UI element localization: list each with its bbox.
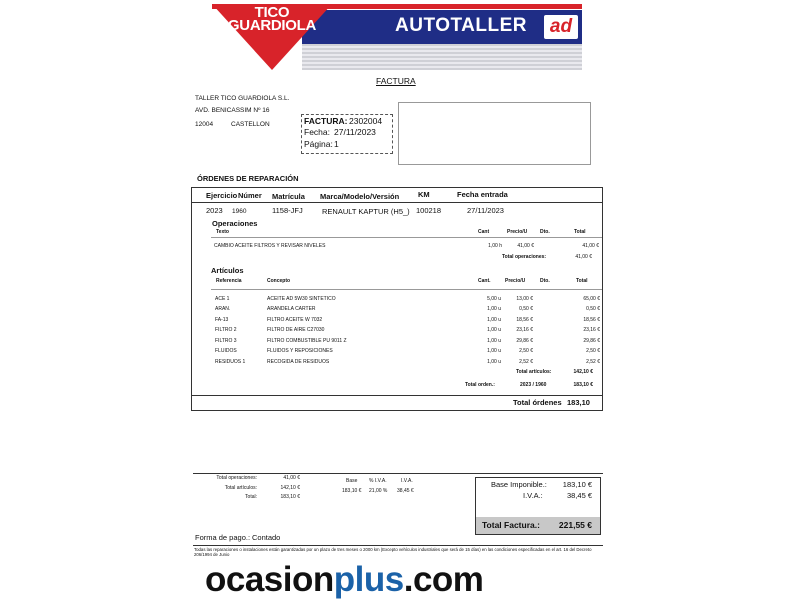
invoice-date: 27/11/2023 [334, 127, 376, 137]
op-total: 41,00 € [582, 243, 599, 249]
total-ordenes-value: 183,10 [567, 398, 590, 407]
art-header-precio: Precio/U [505, 278, 526, 284]
op-header-rule [211, 237, 602, 238]
art-concepto: FLUIDOS Y REPOSICIONES [267, 348, 333, 354]
art-ref: RESIDUOS 1 [215, 359, 246, 365]
art-total: 2,52 € [586, 359, 600, 365]
header-marca: Marca/Modelo/Versión [320, 192, 400, 201]
art-ref: ACE 1 [215, 296, 230, 302]
art-precio: 18,56 € [516, 317, 533, 323]
brand-name: TICO GUARDIOLA [227, 4, 317, 34]
art-ref: FILTRO 3 [215, 338, 237, 344]
tax-iva-value: 38,45 € [397, 488, 414, 494]
sum-arts-value: 142,10 € [280, 485, 300, 491]
final-iva-value: 38,45 € [566, 491, 592, 500]
header-km: KM [418, 190, 430, 199]
sum-total-value: 183,10 € [280, 494, 300, 500]
op-header-cant: Cant [478, 229, 490, 235]
final-iva-label: I.V.A.: [523, 491, 543, 500]
art-ref: FLUIDOS [215, 348, 237, 354]
header-fecha: Fecha entrada [457, 190, 508, 199]
final-base-value: 183,10 € [562, 480, 592, 489]
art-precio: 2,52 € [519, 359, 533, 365]
order-total-value: 183,10 € [573, 382, 593, 388]
tax-pct-value: 21,00 % [369, 488, 388, 494]
order-total-label: Total orden.: [465, 382, 495, 388]
invoice-date-label: Fecha: [304, 127, 330, 137]
summary-top-rule [193, 473, 603, 474]
op-header-precio: Precio/U [507, 229, 528, 235]
order-ejercicio: 2023 [206, 206, 223, 215]
company-name: TALLER TICO GUARDIOLA S.L. [195, 95, 290, 102]
art-header-concepto: Concepto [267, 278, 291, 284]
art-header-cant: Cant. [478, 278, 491, 284]
art-header-ref: Referencia [216, 278, 242, 284]
invoice-number: 2302004 [349, 116, 383, 126]
art-cant: 1,00 u [487, 306, 501, 312]
op-total-label: Total operaciones: [502, 254, 547, 260]
order-km: 100218 [416, 206, 442, 215]
art-total: 29,86 € [583, 338, 600, 344]
art-precio: 29,86 € [516, 338, 533, 344]
final-base-label: Base Imponible.: [491, 480, 547, 489]
section-title: ÓRDENES DE REPARACIÓN [197, 174, 299, 183]
op-texto: CAMBIO ACEITE FILTROS Y REVISAR NIVELES [214, 243, 326, 249]
art-cant: 1,00 u [487, 327, 501, 333]
art-total: 0,50 € [586, 306, 600, 312]
art-total: 18,56 € [583, 317, 600, 323]
art-ref: FILTRO 2 [215, 327, 237, 333]
ad-brand-badge: ad [544, 15, 578, 39]
watermark-part3: .com [403, 560, 484, 599]
document-title: FACTURA [376, 76, 416, 86]
art-concepto: RECOGIDA DE RESIDUOS [267, 359, 330, 365]
watermark-part1: ocasion [205, 560, 334, 599]
order-total-ref: 2023 / 1960 [520, 382, 547, 388]
order-matricula: 1158-JFJ [272, 206, 303, 215]
art-cant: 1,00 u [487, 348, 501, 354]
total-ordenes-label: Total órdenes [513, 398, 562, 407]
order-fecha: 27/11/2023 [467, 206, 504, 215]
op-cant: 1,00 h [488, 243, 502, 249]
order-numero: 1960 [232, 208, 247, 215]
art-header-dto: Dto. [540, 278, 550, 284]
art-concepto: FILTRO COMBUSTIBLE PU 9011 Z [267, 338, 347, 344]
tax-base-value: 183,10 € [342, 488, 362, 494]
art-total-label: Total artículos: [516, 369, 552, 375]
art-concepto: FILTRO ACEITE W 7032 [267, 317, 323, 323]
order-header-divider [191, 202, 603, 203]
art-concepto: ACEITE AD 5W30 SINTETICO [267, 296, 336, 302]
invoice-page: 1 [334, 139, 339, 149]
tax-iva-label: I.V.A. [401, 478, 413, 484]
payment-label: Forma de pago.: [195, 533, 251, 542]
sum-arts-label: Total artículos: [224, 485, 257, 491]
art-concepto: ARANDELA CARTER [267, 306, 316, 312]
ocasionplus-watermark [205, 560, 483, 600]
art-header-total: Total [576, 278, 588, 284]
articles-title: Artículos [211, 266, 244, 275]
sum-ops-label: Total operaciones: [216, 475, 257, 481]
banner-stripes [302, 44, 582, 70]
company-postal-code: 12004 [195, 121, 214, 128]
art-ref: ARAN. [215, 306, 231, 312]
art-precio: 23,16 € [516, 327, 533, 333]
company-address: AVD. BENICASSIM Nº 16 [195, 107, 270, 114]
art-precio: 0,50 € [519, 306, 533, 312]
art-total: 23,16 € [583, 327, 600, 333]
company-city: CASTELLON [231, 121, 270, 128]
sum-ops-value: 41,00 € [283, 475, 300, 481]
header-numero: Númer [238, 191, 262, 200]
invoice-page-label: Página: [304, 139, 333, 149]
tax-pct-label: % I.V.A. [369, 478, 387, 484]
art-cant: 1,00 u [487, 317, 501, 323]
order-marca: RENAULT KAPTUR (H5_) [322, 207, 410, 216]
header-matricula: Matrícula [272, 192, 305, 201]
art-ref: FA-13 [215, 317, 229, 323]
sum-total-label: Total: [245, 494, 257, 500]
invoice-label: FACTURA: [304, 116, 348, 126]
orders-total-divider [191, 395, 603, 396]
payment-value: Contado [252, 533, 281, 542]
art-precio: 2,50 € [519, 348, 533, 354]
watermark-part2: plus [333, 560, 404, 599]
final-total-label: Total Factura.: [482, 520, 540, 530]
header-ejercicio: Ejercicio [206, 191, 238, 200]
tax-base-label: Base [346, 478, 358, 484]
op-header-total: Total [574, 229, 586, 235]
op-header-dto: Dto. [540, 229, 550, 235]
art-header-rule [211, 289, 602, 290]
autotaller-title: AUTOTALLER [395, 15, 528, 36]
final-total-value: 221,55 € [558, 520, 592, 530]
art-total: 65,00 € [583, 296, 600, 302]
art-cant: 5,00 u [487, 296, 501, 302]
legal-top-rule [193, 545, 603, 546]
art-precio: 13,00 € [516, 296, 533, 302]
op-precio: 41,00 € [517, 243, 534, 249]
legal-text: Todas las reparaciones o instalaciones están garantizadas por un plazo de tres meses o 2000 km (Excepto vehículos industriales que será de 15 días) en las condiciones especificadas en el art. 16 del Decreto 206/1994 de Junio [194, 547, 592, 557]
art-cant: 1,00 u [487, 359, 501, 365]
art-total-value: 142,10 € [573, 369, 593, 375]
op-total-value: 41,00 € [575, 254, 592, 260]
art-cant: 1,00 u [487, 338, 501, 344]
operations-title: Operaciones [212, 219, 258, 228]
art-total: 2,50 € [586, 348, 600, 354]
customer-address-box [398, 102, 591, 165]
op-header-texto: Texto [216, 229, 229, 235]
art-concepto: FILTRO DE AIRE C27030 [267, 327, 325, 333]
